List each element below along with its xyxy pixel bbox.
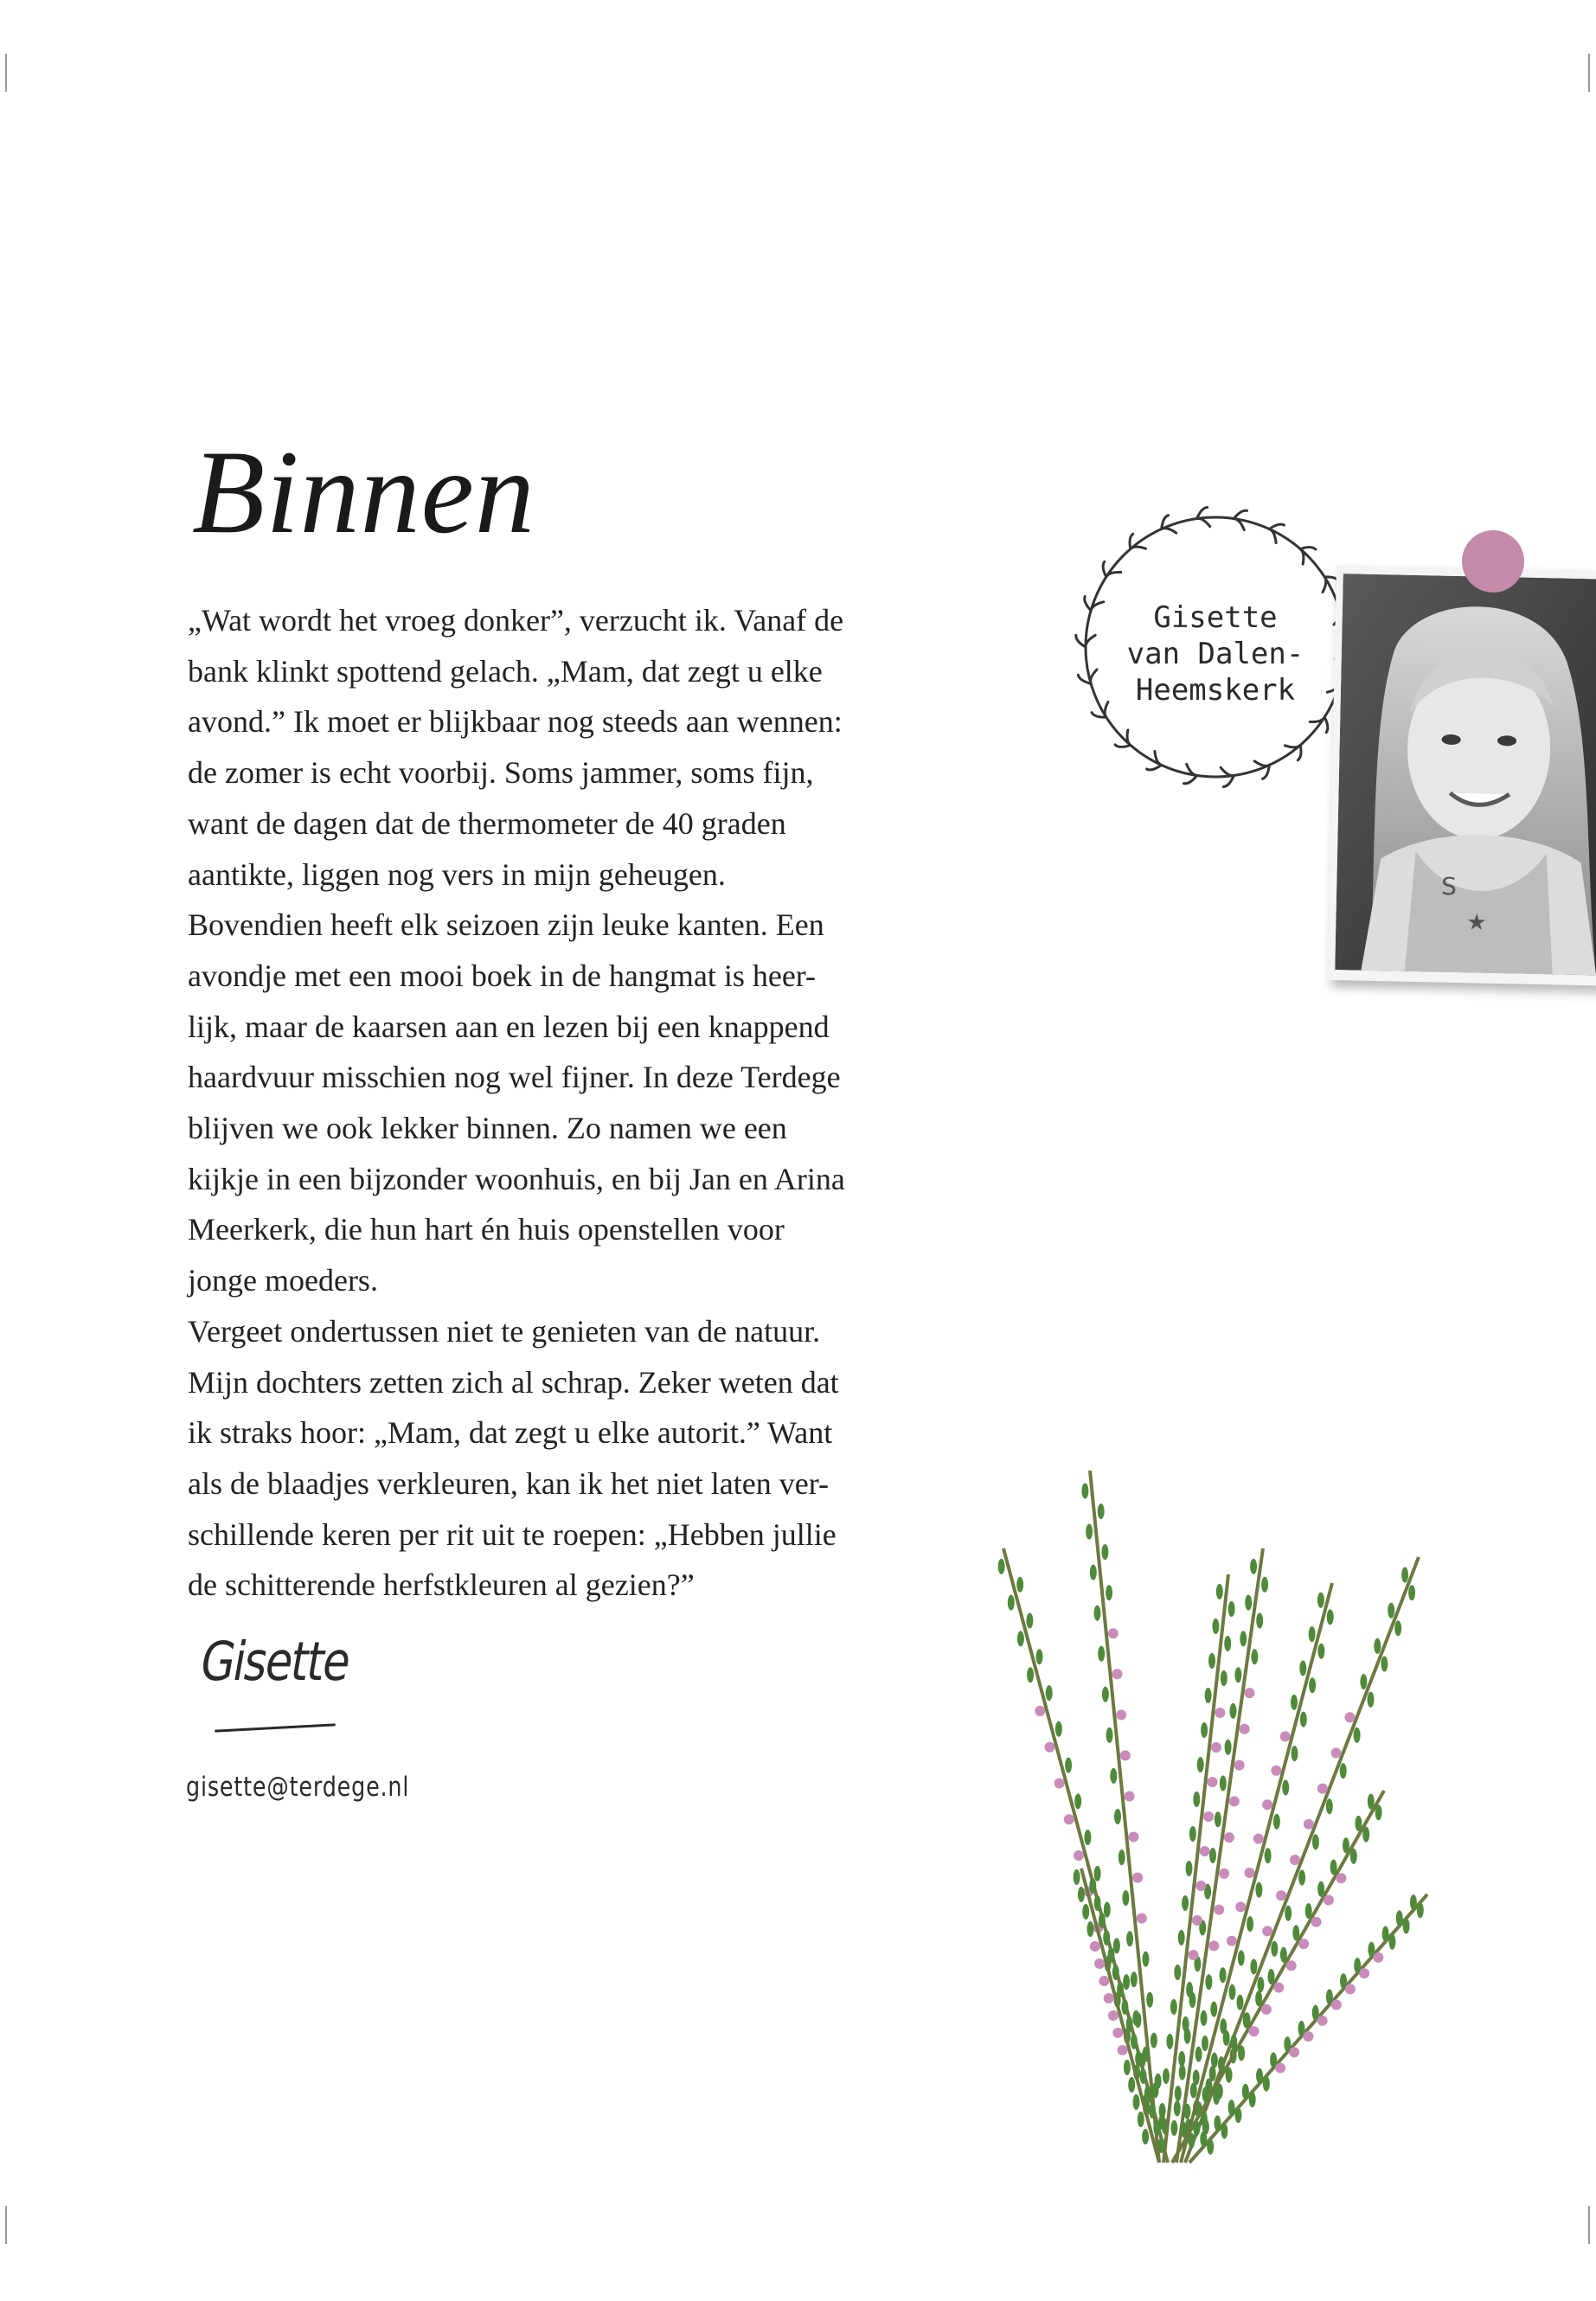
body-line: Mijn dochters zetten zich al schrap. Zeker weten dat (188, 1364, 839, 1400)
heather-sprig (900, 1453, 1453, 2180)
crop-mark-bottom-right (1588, 2206, 1590, 2244)
body-line: de zomer is echt voorbij. Soms jammer, soms fijn, (188, 755, 814, 791)
author-name-line: Heemskerk (1135, 673, 1296, 708)
body-line: lijk, maar de kaarsen aan en lezen bij een knappend (188, 1009, 830, 1044)
body-line: schillende keren per rit uit te roepen: „Hebben jullie (188, 1516, 836, 1552)
author-email: gisette@terdege.nl (186, 1772, 410, 1803)
body-line: aantikte, liggen nog vers in mijn geheugen. (188, 856, 726, 892)
pin-dot (1462, 530, 1524, 593)
signature-underline (215, 1723, 336, 1732)
body-line: kijkje in een bijzonder woonhuis, en bij Jan en Arina (188, 1161, 845, 1196)
crop-mark-bottom-left (5, 2206, 7, 2244)
body-line: Bovendien heeft elk seizoen zijn leuke kanten. Een (188, 907, 824, 943)
body-line: bank klinkt spottend gelach. „Mam, dat zegt u elke (188, 653, 823, 689)
author-name-line: van Dalen- (1126, 637, 1304, 671)
svg-text:S: S (1440, 872, 1458, 901)
author-name-line: Gisette (1153, 600, 1278, 635)
body-line: Vergeet ondertussen niet te genieten van de natuur. (188, 1313, 821, 1349)
handwritten-signature: Gisette (195, 1630, 356, 1693)
body-line: blijven we ook lekker binnen. Zo namen we een (188, 1111, 787, 1146)
body-line: als de blaadjes verkleuren, kan ik het niet laten ver- (188, 1465, 829, 1501)
article-body (188, 595, 949, 1611)
crop-mark-top-right (1588, 54, 1590, 92)
body-line: avond.” Ik moet er blijkbaar nog steeds aan wennen: (188, 704, 843, 740)
body-line: de schitterende herfstkleuren al gezien?” (188, 1567, 695, 1603)
page-title: Binnen (192, 426, 535, 558)
body-line: ik straks hoor: „Mam, dat zegt u elke autorit.” Want (188, 1415, 833, 1451)
svg-text:★: ★ (1466, 909, 1488, 936)
body-line: want de dagen dat de thermometer de 40 graden (188, 805, 786, 841)
body-line: „Wat wordt het vroeg donker”, verzucht ik. Vanaf de (188, 603, 844, 638)
body-line: haardvuur misschien nog wel fijner. In deze Terdege (188, 1060, 841, 1095)
author-photo (1328, 565, 1596, 986)
body-line: Meerkerk, die hun hart én huis openstellen voor (188, 1212, 785, 1247)
body-line: avondje met een mooi boek in de hangmat is heer- (188, 958, 817, 993)
portrait-image (1335, 574, 1596, 975)
body-line: jonge moeders. (188, 1263, 378, 1298)
crop-mark-top-left (5, 54, 7, 92)
